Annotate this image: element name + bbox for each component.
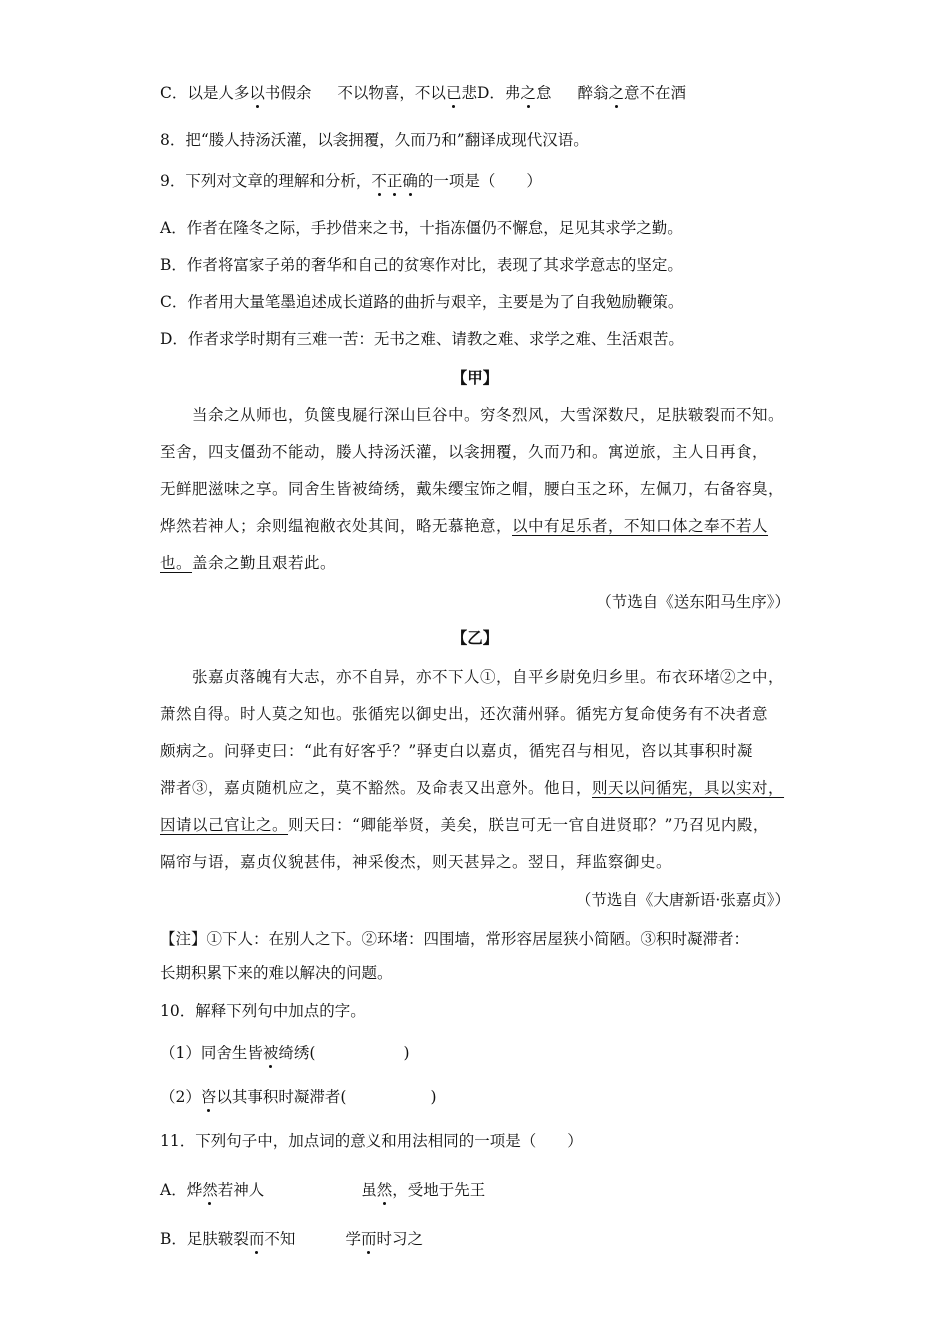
yi-line-6: 隔帘与语，嘉贞仪貌甚伟，神采俊杰，则天甚异之。翌日，拜监察御史。 xyxy=(160,853,673,871)
dotted-char: 而 xyxy=(360,1230,377,1248)
question-10-stem: 10．解释下列句中加点的字。 xyxy=(160,1002,366,1020)
q11-option-a: A．烨然若神人 虽然，受地于先王 xyxy=(160,1181,486,1199)
q7-options-c-d: C．以是人多以书假余 不以物喜，不以已悲D．弗之怠 醉翁之意不在酒 xyxy=(160,84,686,102)
jia-line-1: 当余之从师也，负箧曳屣行深山巨谷中。穷冬烈风，大雪深数尺，足肤皲裂而不知。 xyxy=(192,406,785,424)
passage-jia-title: 【甲】 xyxy=(451,368,499,387)
dotted-char: 而 xyxy=(248,1230,265,1248)
question-9-stem: 9．下列对文章的理解和分析，不正确的一项是（ ） xyxy=(160,172,542,190)
underlined-sentence: 也。 xyxy=(160,554,193,572)
question-11-stem: 11．下列句子中，加点词的意义和用法相同的一项是（ ） xyxy=(160,1132,583,1150)
q9-option-a: A．作者在隆冬之际，手抄借来之书，十指冻僵仍不懈怠，足见其求学之勤。 xyxy=(160,219,683,237)
dotted-char: 咨 xyxy=(200,1088,217,1106)
question-8: 8．把“媵人持汤沃灌，以衾拥覆，久而乃和”翻译成现代汉语。 xyxy=(160,131,589,149)
option-label-c: C． xyxy=(160,84,188,102)
jia-line-3: 无鲜肥滋味之享。同舍生皆被绮绣，戴朱缨宝饰之帽，腰白玉之环，左佩刀，右备容臭， xyxy=(160,480,785,498)
yi-line-5: 因请以己官让之。则天曰：“卿能举贤，美矣，朕岂可无一官自进贤耶？”乃召见内殿， xyxy=(160,816,769,834)
dotted-char: 不 xyxy=(371,172,387,190)
passage-yi-title: 【乙】 xyxy=(451,628,499,647)
yi-line-3: 颇病之。问驿吏曰：“此有好客乎？”驿吏白以嘉贞，循宪召与相见，咨以其事积时凝 xyxy=(160,742,753,760)
yi-source: （节选自《大唐新语·张嘉贞》） xyxy=(575,891,790,909)
dotted-char: 正 xyxy=(386,172,403,190)
dotted-char: 已 xyxy=(445,84,462,102)
q10-item-1: （1）同舍生皆被绮绣( ) xyxy=(160,1044,410,1062)
q10-item-2: （2）咨以其事积时凝滞者( ) xyxy=(160,1088,437,1106)
note-line-2: 长期积累下来的难以解决的问题。 xyxy=(160,964,393,982)
dotted-char: 然 xyxy=(376,1181,393,1199)
yi-line-4: 滞者③，嘉贞随机应之，莫不豁然。及命表又出意外。他日，则天以问循宪，具以实对， xyxy=(160,779,785,797)
jia-line-5: 也。盖余之勤且艰若此。 xyxy=(160,554,337,572)
q11-option-b: B．足肤皲裂而不知 学而时习之 xyxy=(160,1230,423,1248)
jia-source: （节选自《送东阳马生序》） xyxy=(596,593,790,611)
jia-line-2: 至舍，四支僵劲不能动，媵人持汤沃灌，以衾拥覆，久而乃和。寓逆旅，主人日再食， xyxy=(160,443,769,461)
q9-option-b: B．作者将富家子弟的奢华和自己的贫寒作对比，表现了其求学意志的坚定。 xyxy=(160,256,683,274)
yi-line-1: 张嘉贞落魄有大志，亦不自异，亦不下人①，自平乡尉免归乡里。布衣环堵②之中， xyxy=(192,668,785,686)
underlined-sentence: 则天以问循宪，具以实对， xyxy=(592,779,785,797)
underlined-sentence: 以中有足乐者，不知口体之奉不若人 xyxy=(512,517,769,535)
dotted-char: 之 xyxy=(520,84,536,102)
jia-line-4: 烨然若神人；余则缊袍敝衣处其间，略无慕艳意，以中有足乐者，不知口体之奉不若人 xyxy=(160,517,769,535)
dotted-char: 然 xyxy=(202,1181,218,1199)
note-line-1: 【注】①下人：在别人之下。②环堵：四围墙，常形容居屋狭小简陋。③积时凝滞者： xyxy=(160,930,750,948)
yi-line-2: 萧然自得。时人莫之知也。张循宪以御史出，还次蒲州驿。循宪方复命使务有不决者意 xyxy=(160,705,769,723)
dotted-char: 确 xyxy=(402,172,418,190)
dotted-char: 之 xyxy=(608,84,624,102)
q9-option-c: C．作者用大量笔墨追述成长道路的曲折与艰辛，主要是为了自我勉励鞭策。 xyxy=(160,293,684,311)
dotted-char: 被 xyxy=(262,1044,279,1062)
underlined-sentence: 因请以己官让之。 xyxy=(160,816,289,834)
q9-option-d: D．作者求学时期有三难一苦：无书之难、请教之难、求学之难、生活艰苦。 xyxy=(160,330,684,348)
dotted-char: 以 xyxy=(249,84,265,102)
option-label-d: D． xyxy=(476,84,505,102)
